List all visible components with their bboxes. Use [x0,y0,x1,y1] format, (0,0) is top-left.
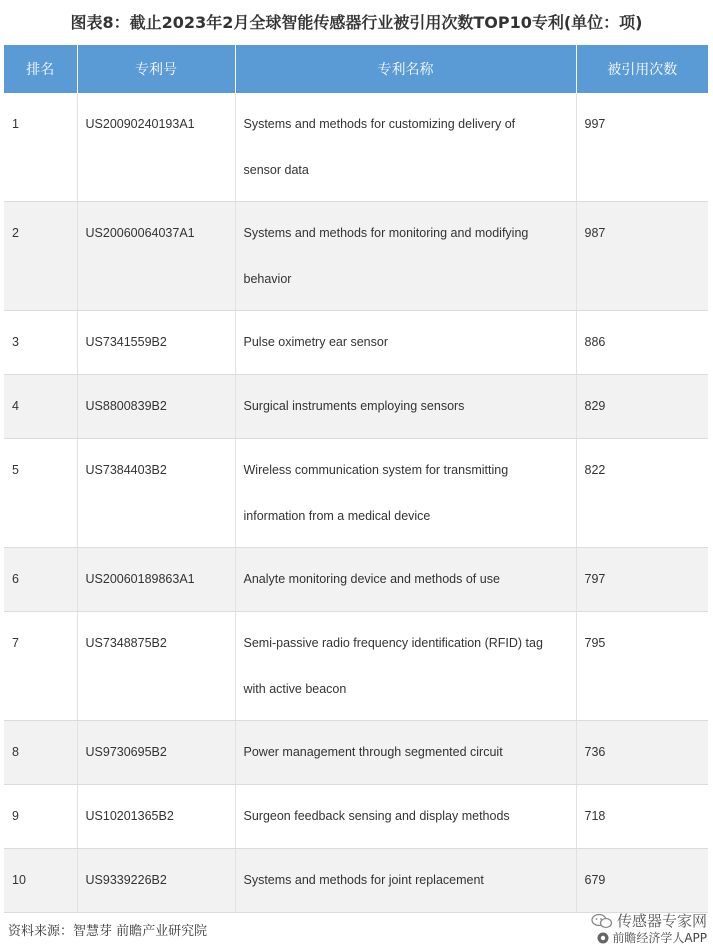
wechat-account-name: 传感器专家网 [616,912,707,930]
rank-cell [4,202,77,311]
patent-name-line: Surgeon feedback sensing and display methods [243,809,510,823]
patent-name-line: Wireless communication system for transmitting [243,463,509,477]
patent-name-cell [235,849,576,913]
citation-count-cell-text: 829 [584,399,606,413]
patent-name-line: information from a medical device [243,509,431,523]
rank-cell [4,311,77,375]
table-row [4,721,708,785]
table-row [4,311,708,375]
table-row [4,785,708,849]
patent-number-cell [77,93,235,202]
source-note: 资料来源：智慧芽 前瞻产业研究院 [8,924,208,939]
patent-name-cell [235,439,576,548]
patent-number-cell-text: US8800839B2 [85,399,167,413]
patent-name-line: Analyte monitoring device and methods of use [243,572,500,586]
citation-count-cell-text: 822 [584,463,606,477]
rank-cell [4,548,77,612]
patent-name-line: Systems and methods for joint replacement [243,873,484,887]
rank-cell-text: 10 [12,873,26,887]
citation-count-cell [576,785,708,849]
rank-cell [4,612,77,721]
patent-number-cell-text: US10201365B2 [85,809,174,823]
patent-name-line: behavior [243,272,292,286]
patent-number-cell [77,548,235,612]
patent-name-cell [235,375,576,439]
patent-name-line: with active beacon [243,682,347,696]
citation-count-cell-text: 997 [584,117,606,131]
patent-number-cell [77,311,235,375]
table-header-row [4,45,708,93]
patent-number-cell-text: US20060189863A1 [85,572,195,586]
patent-number-cell [77,202,235,311]
rank-cell-text: 4 [12,399,19,413]
patent-name-line: Systems and methods for monitoring and modifying [243,226,529,240]
citation-count-cell [576,375,708,439]
rank-cell-text: 9 [12,809,19,823]
citation-count-cell [576,849,708,913]
patent-name-cell [235,612,576,721]
patent-number-cell [77,439,235,548]
patent-table [4,45,708,913]
patent-name-cell [235,311,576,375]
table-row [4,375,708,439]
patent-name-line: Surgical instruments employing sensors [243,399,465,413]
patent-name-line: Semi-passive radio frequency identification (RFID) tag [243,636,543,650]
patent-number-cell-text: US7341559B2 [85,335,167,349]
patent-number-cell-text: US9730695B2 [85,745,167,759]
patent-number-cell-text: US7348875B2 [85,636,167,650]
patent-name-cell [235,202,576,311]
table-row [4,439,708,548]
patent-number-cell [77,849,235,913]
patent-number-cell [77,721,235,785]
citation-count-cell [576,548,708,612]
citation-count-cell [576,439,708,548]
chart-title: 图表8：截止2023年2月全球智能传感器行业被引用次数TOP10专利(单位：项) [70,13,643,32]
rank-cell-text: 8 [12,745,19,759]
citation-count-cell [576,612,708,721]
rank-cell [4,93,77,202]
citation-count-cell [576,721,708,785]
citation-count-cell [576,311,708,375]
patent-name-cell [235,548,576,612]
citation-count-cell-text: 736 [584,745,606,759]
header-patent-name: 专利名称 [235,45,576,93]
citation-count-cell-text: 679 [584,873,606,887]
patent-number-cell [77,785,235,849]
patent-number-cell [77,375,235,439]
patent-name-cell [235,721,576,785]
patent-name-line: Power management through segmented circuit [243,745,503,759]
rank-cell [4,375,77,439]
header-patent-number: 专利号 [77,45,235,93]
table-body [4,93,708,913]
rank-cell [4,849,77,913]
patent-number-cell-text: US9339226B2 [85,873,167,887]
patent-name-line: Systems and methods for customizing delivery of [243,117,516,131]
header-citation-count: 被引用次数 [576,45,708,93]
patent-name-cell [235,93,576,202]
table-row [4,202,708,311]
citation-count-cell [576,93,708,202]
patent-name-line: sensor data [243,163,309,177]
patent-number-cell-text: US7384403B2 [85,463,167,477]
patent-number-cell [77,612,235,721]
rank-cell [4,785,77,849]
rank-cell-text: 3 [12,335,19,349]
table-row [4,548,708,612]
table-row [4,849,708,913]
citation-count-cell-text: 987 [584,226,606,240]
patent-name-cell [235,785,576,849]
citation-count-cell-text: 886 [584,335,606,349]
watermark-block [591,910,707,946]
citation-count-cell [576,202,708,311]
rank-cell-text: 7 [12,636,19,650]
patent-number-cell-text: US20090240193A1 [85,117,195,131]
app-name: 前瞻经济学人APP [612,931,707,945]
citation-count-cell-text: 718 [584,809,606,823]
header-rank: 排名 [4,45,77,93]
table-row [4,93,708,202]
rank-cell-text: 6 [12,572,19,586]
qianzhan-logo-icon [597,932,609,944]
rank-cell-text: 2 [12,226,19,240]
wechat-icon [591,913,613,929]
citation-count-cell-text: 797 [584,572,606,586]
rank-cell [4,439,77,548]
rank-cell-text: 5 [12,463,19,477]
rank-cell [4,721,77,785]
patent-number-cell-text: US20060064037A1 [85,226,195,240]
table-row [4,612,708,721]
citation-count-cell-text: 795 [584,636,606,650]
patent-name-line: Pulse oximetry ear sensor [243,335,389,349]
rank-cell-text: 1 [12,117,19,131]
